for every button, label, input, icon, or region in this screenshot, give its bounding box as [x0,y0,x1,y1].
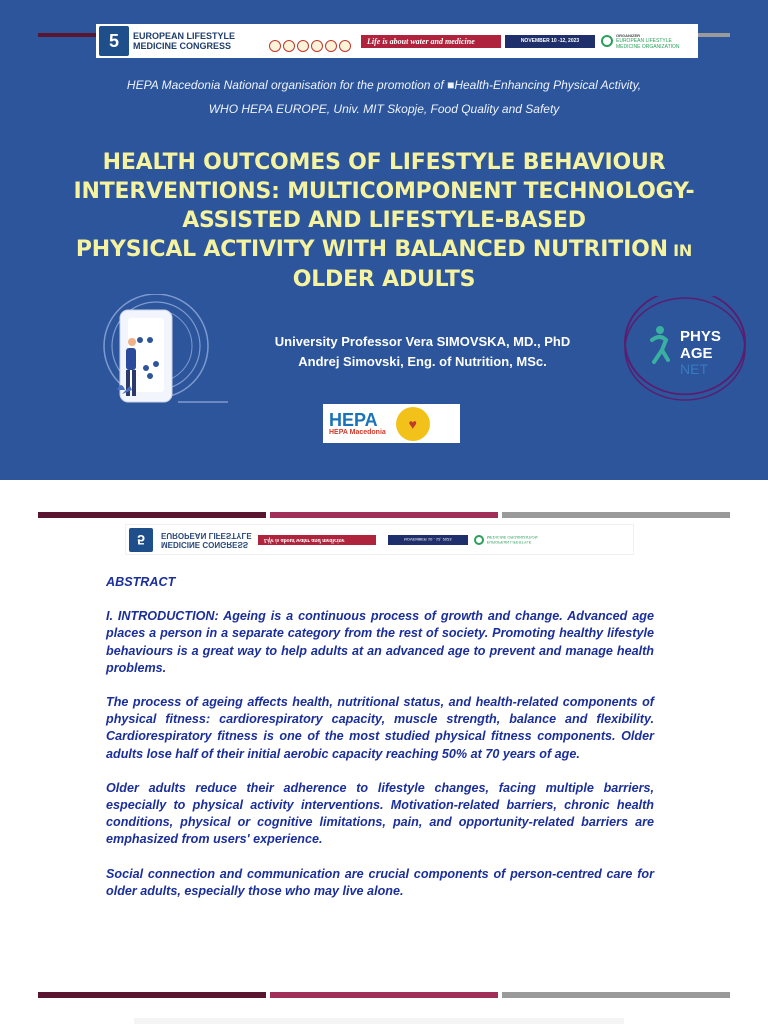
decor-stripe [38,992,266,998]
abstract-body [106,574,654,917]
title-line: ASSISTED AND LIFESTYLE-BASED [182,208,586,233]
authors [220,332,625,372]
congress-number-badge: 5 [129,528,153,552]
sponsor-logo [325,40,337,52]
hepa-macedonia-logo [323,404,460,443]
hepa-logo-word: HEPA [329,410,378,430]
decor-stripe [502,512,730,518]
organizer-label: ORGANIZER [616,32,640,38]
abstract-paragraph: Older adults reduce their adherence to lifestyle changes, facing multiple barriers, especially to physical activity interventions. Motivation-related barriers, chronic health conditions, physical or cognitive limitations, pain, and opportunity-related barriers are emphasized from users' experience. [106,780,654,847]
title-line: INTERVENTIONS: MULTICOMPONENT TECHNOLOGY- [73,179,695,204]
sponsor-logos [269,40,351,52]
congress-tagline: Life is about water and medicine [361,35,501,48]
congress-dates: NOVEMBER 10 - 12, 2023 [388,535,468,545]
organizer-logo [601,33,680,50]
hepa-badge-icon: ♥ [396,407,430,441]
congress-dates: NOVEMBER 10 -12, 2023 [505,35,595,48]
physage-line-2: AGE [680,345,713,362]
title-line [40,235,728,265]
title-line-suffix: IN [667,241,693,260]
physage-line-3: NET [680,361,708,377]
sponsor-logo [269,40,281,52]
author-1: University Professor Vera SIMOVSKA, MD., PhD [274,334,571,349]
abstract-paragraph: I. INTRODUCTION: Ageing is a continuous process of growth and change. Advanced age places a person in a separate category from the rest of society. Promoting healthy lifestyle behaviours is a great way to help adults at an advanced age to prevent and manage health problems. [106,609,654,675]
title-line: OLDER ADULTS [292,267,476,292]
organizer-name: EUROPEAN LIFESTYLE MEDICINE ORGANIZATION [486,534,538,545]
decor-stripe [270,512,498,518]
physage-net-logo [622,296,752,402]
organizer-icon [601,35,613,47]
title-slide [0,0,768,480]
decor-stripe [270,992,498,998]
decor-stripe [38,33,98,37]
decor-stripe [502,992,730,998]
abstract-paragraph: The process of ageing affects health, nutritional status, and health-related components of physical fitness: cardiorespiratory capacity, muscle strength, balance and flexibility. Cardiorespiratory fitness is one of the most studied physical fitness components. Older adults lose half of their initial aerobic capacity reaching 50% at 70 years of age. [106,695,654,761]
organizer-name: EUROPEAN LIFESTYLE MEDICINE ORGANIZATION [616,37,680,50]
affiliation-line-1: HEPA Macedonia National organisation for the promotion of ■Health-Enhancing Physical Activity, [126,78,642,92]
congress-banner-mirrored [125,524,634,555]
presentation-title [40,148,728,294]
sponsor-logo [283,40,295,52]
title-line-text: PHYSICAL ACTIVITY WITH BALANCED NUTRITION [75,237,668,262]
author-2: Andrej Simovski, Eng. of Nutrition, MSc. [298,354,547,369]
decor-stripe [696,33,730,37]
hepa-logo-subtitle: HEPA Macedonia [329,429,386,436]
congress-tagline: Life is about water and medicine [258,535,376,545]
phone-illustration-icon [88,294,238,409]
organizer-logo [474,535,538,545]
abstract-heading: ABSTRACT [106,575,176,589]
congress-title: MEDICINE CONGRESS EUROPEAN LIFESTYLE [161,530,252,549]
abstract-slide [0,480,768,1024]
next-slide-edge [134,1018,624,1024]
sponsor-logo [339,40,351,52]
decor-stripe [38,512,266,518]
physage-line-1: PHYS [680,328,721,345]
organizer-icon [474,535,484,545]
sponsor-logo [311,40,323,52]
congress-banner [96,24,698,58]
abstract-paragraph: Social connection and communication are crucial components of person-centred care for older adults, especially those who may live alone. [106,866,654,898]
congress-number-badge: 5 [99,26,129,56]
sponsor-logo [297,40,309,52]
affiliation-line-2: WHO HEPA EUROPE, Univ. MIT Skopje, Food Quality and Safety [208,102,560,116]
congress-title: EUROPEAN LIFESTYLE MEDICINE CONGRESS [133,31,236,51]
title-line: HEALTH OUTCOMES OF LIFESTYLE BEHAVIOUR [102,150,666,175]
